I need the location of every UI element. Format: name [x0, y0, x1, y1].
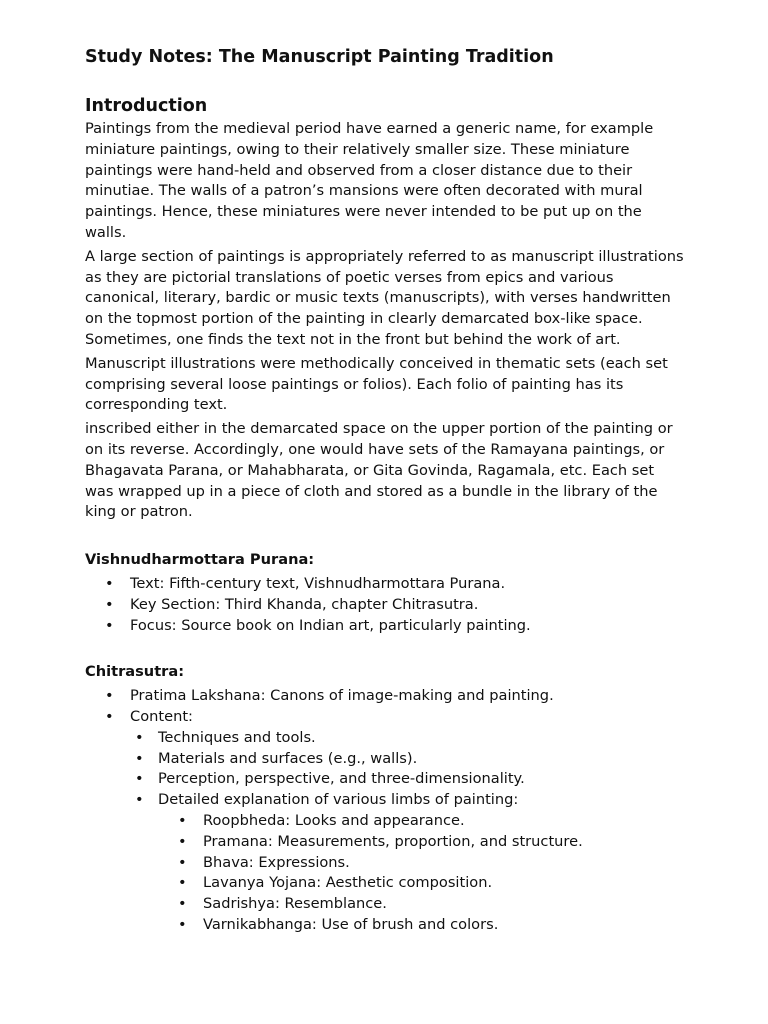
list-item-text: Bhava: Expressions. [203, 853, 350, 871]
list-item-text: Key Section: Third Khanda, chapter Chitrasutra. [130, 595, 479, 613]
bullet-icon: • [178, 915, 187, 933]
list-item [158, 832, 685, 853]
list-item [158, 894, 685, 915]
bullet-icon: • [178, 832, 187, 850]
bullet-icon: • [178, 895, 187, 913]
intro-paragraph-3: Manuscript illustrations were methodically conceived in thematic sets (each set comprising several loose paintings or folios). Each folio of painting has its corresponding text. [85, 354, 668, 414]
list-item-text: Focus: Source book on Indian art, particularly painting. [130, 616, 531, 634]
list-item-text: Roopbheda: Looks and appearance. [203, 811, 465, 829]
vishnudharmottara-heading: Vishnudharmottara Purana: [85, 551, 315, 569]
vishnudharmottara-list [85, 574, 685, 636]
bullet-icon: • [105, 687, 114, 705]
intro-paragraph-1: Paintings from the medieval period have earned a generic name, for example miniature paintings, owing to their relatively smaller size. These miniature paintings were hand-held and observed from a closer distance due to their minutiae. The walls of a patron’s mansions were often decorated with mural paintings. Hence, these miniatures were never intended to be put up on the walls. [85, 120, 654, 241]
list-item [85, 595, 685, 616]
list-item-text: Detailed explanation of various limbs of painting: [158, 791, 519, 809]
list-item [130, 749, 685, 770]
list-item [158, 915, 685, 936]
list-item-text: Sadrishya: Resemblance. [203, 895, 387, 913]
list-item [85, 707, 685, 936]
list-item [85, 686, 685, 707]
bullet-icon: • [178, 853, 187, 871]
list-item-text: Pramana: Measurements, proportion, and structure. [203, 832, 583, 850]
introduction-heading: Introduction [85, 96, 208, 116]
chitrasutra-list [85, 686, 685, 936]
list-item-text: Pratima Lakshana: Canons of image-making and painting. [130, 687, 554, 705]
list-item-text: Materials and surfaces (e.g., walls). [158, 749, 418, 767]
bullet-icon: • [135, 749, 144, 767]
list-item [158, 811, 685, 832]
bullet-icon: • [178, 811, 187, 829]
list-item [85, 574, 685, 595]
document-title: Study Notes: The Manuscript Painting Tradition [85, 47, 554, 67]
list-item [130, 728, 685, 749]
list-item [158, 853, 685, 874]
list-item [158, 873, 685, 894]
list-item [85, 616, 685, 637]
limbs-sublist [158, 811, 685, 936]
list-item [130, 769, 685, 790]
content-sublist [130, 728, 685, 936]
list-item-text: Lavanya Yojana: Aesthetic composition. [203, 874, 493, 892]
bullet-icon: • [135, 770, 144, 788]
bullet-icon: • [135, 728, 144, 746]
bullet-icon: • [105, 707, 114, 725]
list-item-text: Content: [130, 707, 193, 725]
list-item-text: Text: Fifth-century text, Vishnudharmottara Purana. [130, 574, 506, 592]
list-item [130, 790, 685, 936]
list-item-text: Techniques and tools. [158, 728, 316, 746]
intro-paragraph-2: A large section of paintings is appropriately referred to as manuscript illustrations as they are pictorial translations of poetic verses from epics and various canonical, literary, bardic or music texts (manuscripts), with verses handwritten on the topmost portion of the painting in clearly demarcated box-like space. Sometimes, one finds the text not in the front but behind the work of art. [85, 247, 684, 348]
bullet-icon: • [105, 595, 114, 613]
bullet-icon: • [135, 791, 144, 809]
list-item-text: Varnikabhanga: Use of brush and colors. [203, 915, 499, 933]
document-page [85, 44, 685, 936]
bullet-icon: • [105, 616, 114, 634]
bullet-icon: • [105, 574, 114, 592]
list-item-text: Perception, perspective, and three-dimensionality. [158, 770, 525, 788]
intro-paragraph-4: inscribed either in the demarcated space on the upper portion of the painting or on its reverse. Accordingly, one would have sets of the Ramayana paintings, or Bhagavata Parana, or Mahabharata, or Gita Govinda, Ragamala, etc. Each set was wrapped up in a piece of cloth and stored as a bundle in the library of the king or patron. [85, 420, 673, 521]
bullet-icon: • [178, 874, 187, 892]
chitrasutra-heading: Chitrasutra: [85, 663, 185, 681]
